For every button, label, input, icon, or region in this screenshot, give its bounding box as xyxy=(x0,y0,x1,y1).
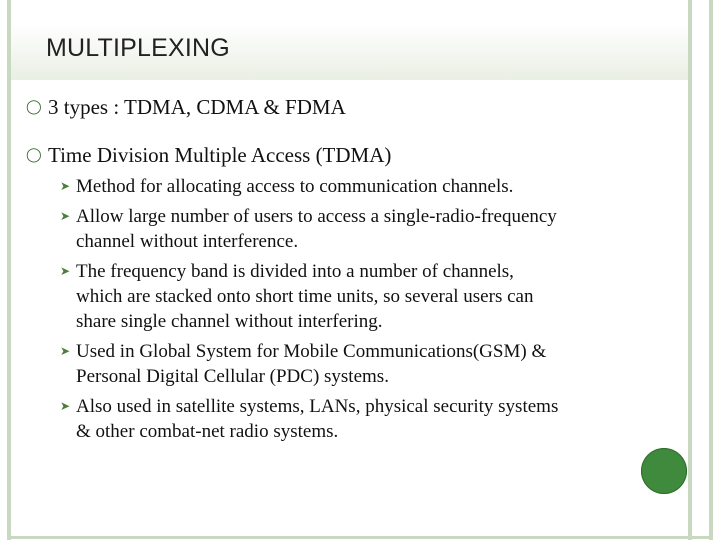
sub-bullet-text-cont: channel without interference. xyxy=(76,231,299,252)
sub-bullet-text-cont: share single channel without interfering. xyxy=(76,311,383,332)
sub-bullet-text-cont: & other combat-net radio systems. xyxy=(76,421,339,442)
circle-bullet-icon: ◯ xyxy=(26,148,42,163)
green-circle-decoration xyxy=(641,448,687,494)
sub-bullet-text: Method for allocating access to communication channels. xyxy=(76,176,514,197)
arrow-bullet-icon: ➤ xyxy=(60,399,71,413)
arrow-bullet-icon: ➤ xyxy=(60,179,71,193)
slide-title: MULTIPLEXING xyxy=(46,34,230,62)
arrow-bullet-icon: ➤ xyxy=(60,209,71,223)
bullet-text: 3 types : TDMA, CDMA & FDMA xyxy=(48,95,346,119)
arrow-bullet-icon: ➤ xyxy=(60,344,71,358)
arrow-bullet-icon: ➤ xyxy=(60,264,71,278)
sub-bullet-text: Used in Global System for Mobile Communications(GSM) & xyxy=(76,341,547,362)
sub-bullet-text-cont: which are stacked onto short time units, so several users can xyxy=(76,286,534,307)
circle-bullet-icon: ◯ xyxy=(26,100,42,115)
sub-bullet-text: Also used in satellite systems, LANs, physical security systems xyxy=(76,396,559,417)
bullet-text: Time Division Multiple Access (TDMA) xyxy=(48,143,392,167)
sub-bullet-text: Allow large number of users to access a single-radio-frequency xyxy=(76,206,557,227)
sub-bullet-text: The frequency band is divided into a number of channels, xyxy=(76,261,514,282)
sub-bullet-text-cont: Personal Digital Cellular (PDC) systems. xyxy=(76,366,389,387)
